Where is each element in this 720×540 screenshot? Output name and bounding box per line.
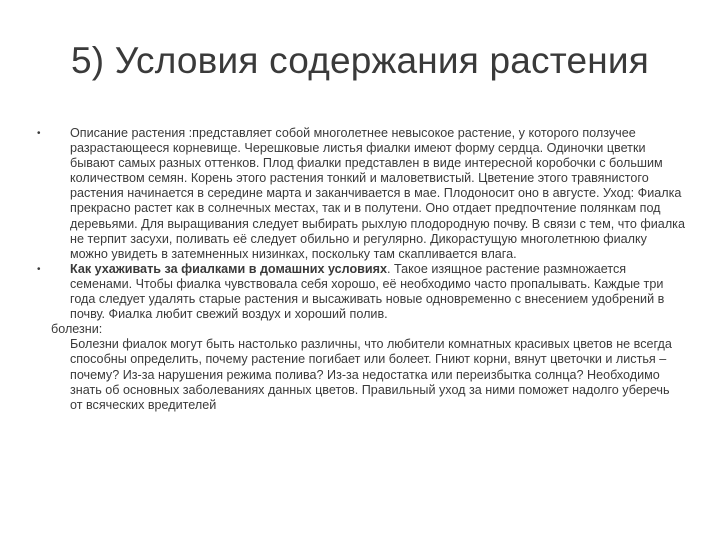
slide-title: 5) Условия содержания растения [70, 40, 649, 81]
bullet-icon: • [37, 263, 41, 275]
diseases-label: болезни: [51, 322, 103, 337]
bullet-item [37, 126, 685, 262]
slide-content [37, 126, 685, 413]
care-heading: Как ухаживать за фиалками в домашних условиях [70, 261, 388, 276]
description-paragraph: Описание растения :представляет собой многолетнее невысокое растение, у которого ползучее разрастающееся корневище. Черешковые листья фиалки имеют форму сердца. Одиночки цветки бывают самых разных оттенков. Плод фиалки представлен в виде интересной коробочки с большим количеством семян. Корень этого растения тонкий и маловетвистый. Цветение этого травянистого растения начинается в середине марта и заканчивается в мае. Плодоносит оно в августе. Уход: Фиалка прекрасно растет как в солнечных местах, так и в полутени. Оно отдает предпочтение полянкам под деревьями. Для выращивания следует выбирать рыхлую плодородную почву. В связи с тем, что фиалка не терпит засухи, поливать её следует обильно и регулярно. Дикорастущую многолетнюю фиалку можно увидеть в затемненных низинках, поскольку там скапливается влага. [70, 126, 685, 261]
bullet-item [37, 262, 685, 322]
care-paragraph [70, 262, 685, 322]
diseases-paragraph: Болезни фиалок могут быть настолько различны, что любители комнатных красивых цветов не всегда способны определить, почему растение погибает или болеет. Гниют корни, вянут цветочки и листья – почему? Из-за нарушения режима полива? Из-за недостатка или переизбытка солнца? Необходимо знать об основных заболеваниях данных цветов. Правильный уход за ними поможет надолго уберечь от всяческих вредителей [70, 337, 672, 412]
bullet-icon: • [37, 128, 41, 139]
care-text: . Такое изящное растение размножается семенами. Чтобы фиалка чувствовала себя хорошо, её необходимо часто пропалывать. Каждые три года следует удалять старые растения и высаживать новые одновременно с внесением удобрений в почву. Фиалка любит свежий воздух и хороший полив. [70, 261, 665, 322]
